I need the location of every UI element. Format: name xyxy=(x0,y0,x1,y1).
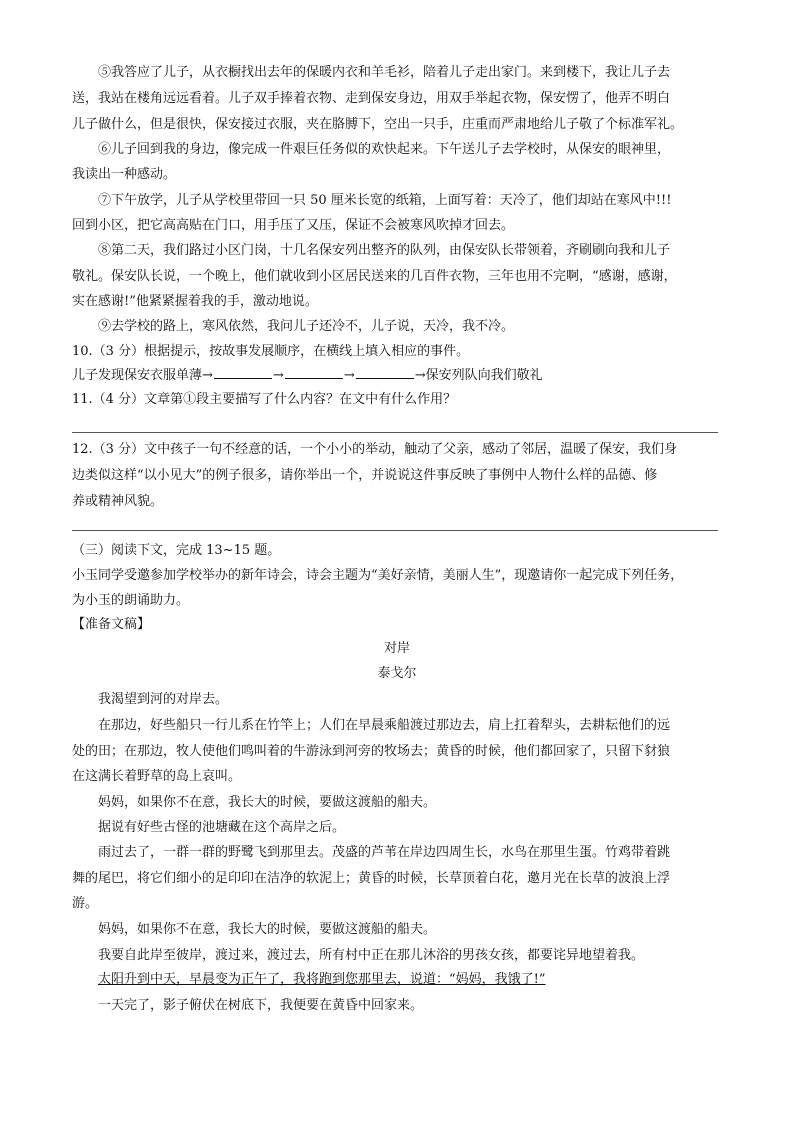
answer-blank-3[interactable] xyxy=(356,364,414,379)
poem-line: 游。 xyxy=(72,896,99,911)
paragraph-8-line-2: 敬礼。保安队长说，一个晚上，他们就收到小区居民送来的几百件衣物，三年也用不完啊，“感谢，感谢， xyxy=(72,269,677,284)
poem-author: 泰戈尔 xyxy=(377,666,417,681)
question-10: 10.（3 分）根据提示，按故事发展顺序，在横线上填入相应的事件。 xyxy=(72,344,470,359)
q10-end-event: 保安列队向我们敬礼 xyxy=(425,368,543,383)
paragraph-7-line-2: 回到小区，把它高高贴在门口，用手压了又压，保证不会被寒风吹掉才回去。 xyxy=(72,218,515,233)
poem-line: 妈妈，如果你不在意，我长大的时候，要做这渡船的船夫。 xyxy=(98,795,437,810)
paragraph-5-line-1: ⑤我答应了儿子，从衣橱找出去年的保暖内衣和羊毛衫，陪着儿子走出家门。来到楼下，我让儿子去 xyxy=(98,65,671,80)
answer-blank-1[interactable] xyxy=(214,364,272,379)
poem-line: 在那边，好些船只一行儿系在竹竿上；人们在早晨乘船渡过那边去，肩上扛着犁头，去耕耘他们的远 xyxy=(98,718,671,733)
paragraph-5-line-3: 儿子做什么，但是很快，保安接过衣服，夹在胳膊下，空出一只手，庄重而严肃地给儿子敬了个标准军礼。 xyxy=(72,117,684,132)
arrow: → xyxy=(414,368,426,383)
arrow: → xyxy=(343,368,355,383)
poem-line: 在这满长着野草的岛上哀叫。 xyxy=(72,769,242,784)
poem-line: 据说有好些古怪的池塘藏在这个高岸之后。 xyxy=(98,820,346,835)
question-12-line-3: 养或精神风貌。 xyxy=(72,494,164,509)
question-11: 11.（4 分）文章第①段主要描写了什么内容？在文中有什么作用？ xyxy=(72,392,457,407)
question-12-line-2: 边类似这样“以小见大”的例子很多，请你举出一个，并说说这件事反映了事例中人物什么样的品德、修 xyxy=(72,468,658,483)
poem-line: 处的田；在那边，牧人使他们鸣叫着的牛游泳到河旁的牧场去；黄昏的时候，他们都回家了，只留下豺狼 xyxy=(72,744,671,759)
paragraph-6-line-1: ⑥儿子回到我的身边，像完成一件艰巨任务似的欢快起来。下午送儿子去学校时，从保安的眼神里， xyxy=(98,142,671,157)
poem-line: 一天完了，影子俯伏在树底下，我便要在黄昏中回家来。 xyxy=(98,998,424,1013)
section-3-intro-line-1: 小玉同学受邀参加学校举办的新年诗会，诗会主题为“美好亲情，美丽人生”，现邀请你一起完成下列任务， xyxy=(72,568,684,583)
question-10-sequence xyxy=(72,363,722,389)
section-3-intro-line-2: 为小玉的朗诵助力。 xyxy=(72,593,190,608)
poem-line: 舞的尾巴，将它们细小的足印印在洁净的软泥上；黄昏的时候，长草顶着白花，邀月光在长草的波浪上浮 xyxy=(72,871,671,886)
paragraph-9-line-1: ⑨去学校的路上，寒风依然，我问儿子还冷不，儿子说，天冷，我不冷。 xyxy=(98,319,515,334)
poem-line-underlined: 太阳升到中天，早晨变为正午了，我将跑到您那里去，说道：“妈妈，我饿了!” xyxy=(98,972,546,987)
section-3-heading: （三）阅读下文，完成 13~15 题。 xyxy=(72,543,281,558)
answer-line-11[interactable] xyxy=(72,432,718,433)
answer-line-12[interactable] xyxy=(72,530,718,531)
paragraph-8-line-3: 实在感谢!”他紧紧握着我的手，激动地说。 xyxy=(72,294,318,309)
arrow: → xyxy=(272,368,284,383)
poem-line: 雨过去了，一群一群的野鹭飞到那里去。茂盛的芦苇在岸边四周生长，水鸟在那里生蛋。竹鸡带着跳 xyxy=(98,845,671,860)
poem-line: 我渴望到河的对岸去。 xyxy=(98,692,229,707)
poem-line: 我要自此岸至彼岸，渡过来，渡过去，所有村中正在那儿沐浴的男孩女孩，都要诧异地望着我。 xyxy=(98,948,645,963)
paragraph-7-line-1: ⑦下午放学，儿子从学校里带回一只 50 厘米长宽的纸箱，上面写着：天冷了，他们却站在寒风中!!! xyxy=(98,193,672,208)
question-12-line-1: 12.（3 分）文中孩子一句不经意的话，一个小小的举动，触动了父亲，感动了邻居，温暖了保安，我们身 xyxy=(72,442,678,457)
q10-start-event: 儿子发现保安衣服单薄 xyxy=(72,368,203,383)
answer-blank-2[interactable] xyxy=(285,364,343,379)
poem-title: 对岸 xyxy=(383,641,410,656)
paragraph-8-line-1: ⑧第二天，我们路过小区门岗，十几名保安列出整齐的队列，由保安队长带领着，齐刷刷向我和儿子 xyxy=(98,243,671,258)
arrow: → xyxy=(202,368,213,383)
draft-tag: 【准备文稿】 xyxy=(72,617,151,632)
paragraph-6-line-2: 我读出一种感动。 xyxy=(72,167,177,182)
poem-line: 妈妈，如果你不在意，我长大的时候，要做这渡船的船夫。 xyxy=(98,922,437,937)
paragraph-5-line-2: 送，我站在楼角远远看着。儿子双手捧着衣物、走到保安身边，用双手举起衣物，保安愣了，他弄不明白 xyxy=(72,91,671,106)
